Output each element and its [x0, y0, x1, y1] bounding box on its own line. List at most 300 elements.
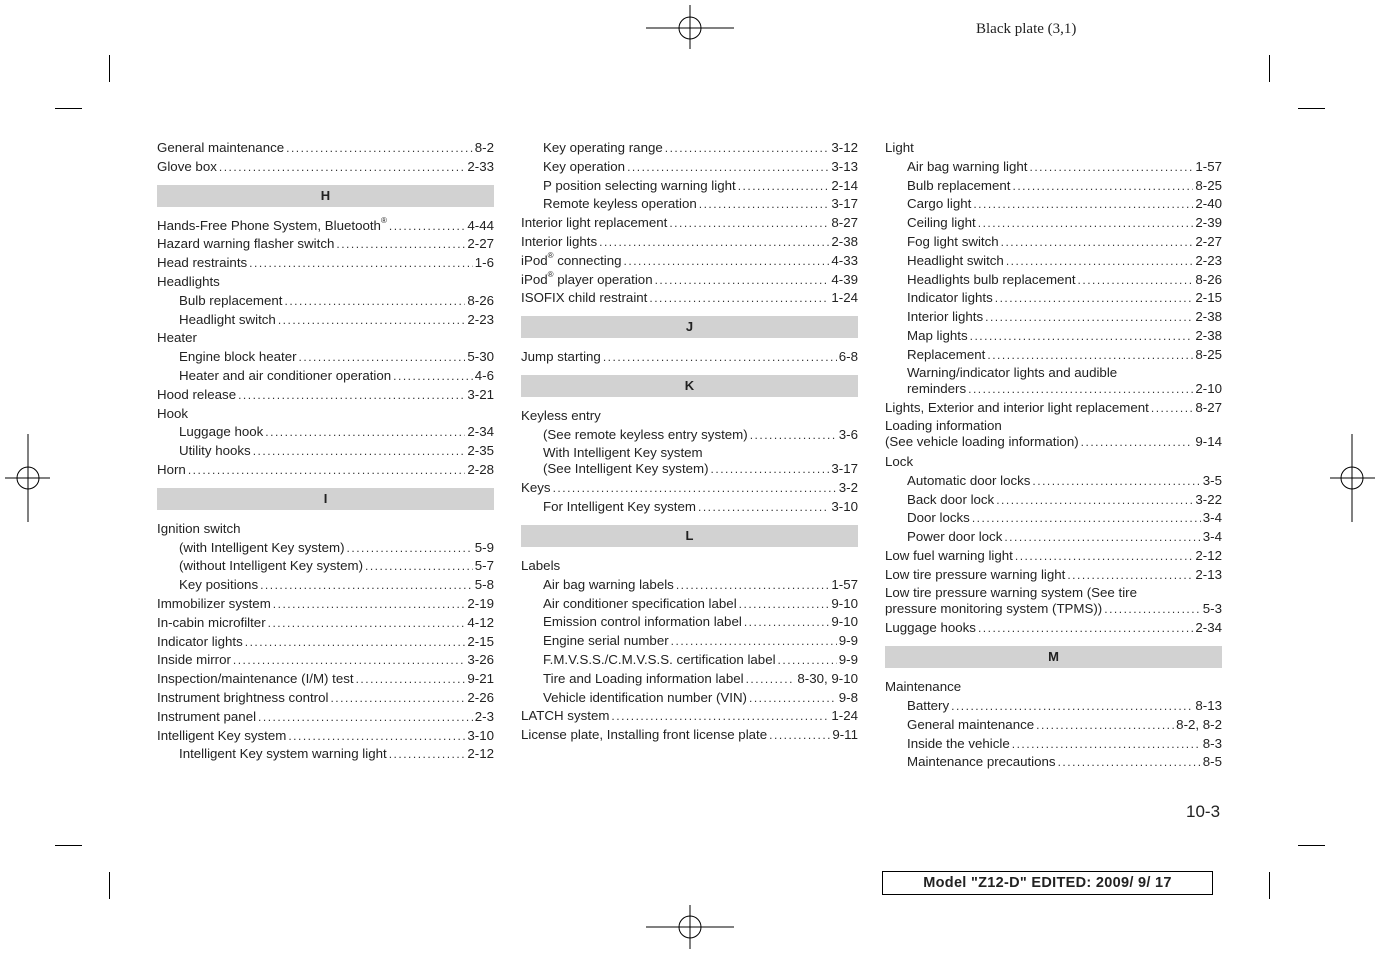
dot-leader [365, 557, 473, 576]
page-number: 10-3 [1186, 802, 1221, 821]
entry-label [885, 601, 1102, 617]
page-reference: 2-10 [1195, 380, 1222, 396]
index-entry [157, 139, 494, 158]
index-entry [885, 346, 1222, 365]
dot-leader [676, 576, 830, 595]
page-reference: 3-21 [467, 386, 494, 402]
entry-label [157, 254, 247, 273]
entry-label-text: Intelligent Key system [157, 727, 287, 743]
index-entry [885, 289, 1222, 308]
entry-label [521, 479, 551, 498]
entry-label-text: Vehicle identification number (VIN) [543, 689, 747, 705]
index-entry [157, 633, 494, 652]
dot-leader [603, 348, 837, 367]
dot-leader [1036, 716, 1174, 735]
entry-label-text: Low fuel warning light [885, 547, 1013, 563]
entry-label-text: Emission control information label [543, 614, 742, 630]
entry-label-text: Maintenance precautions [907, 754, 1056, 770]
dot-leader [1015, 547, 1194, 566]
index-entry [885, 214, 1222, 233]
dot-leader [330, 689, 465, 708]
entry-label-text: iPod [521, 252, 548, 268]
entry-label [543, 595, 737, 614]
index-entry [157, 386, 494, 405]
entry-label [157, 461, 186, 480]
entry-label [907, 491, 994, 510]
index-column-3 [885, 139, 1222, 772]
page-reference: 8-5 [1202, 754, 1222, 770]
index-entry [157, 292, 494, 311]
page-reference: 2-40 [1195, 196, 1222, 212]
page-reference: 8-13 [1195, 697, 1222, 713]
index-entry [157, 423, 494, 442]
page-reference: 2-23 [467, 311, 494, 327]
page-reference: 1-6 [474, 255, 494, 271]
page-reference: 1-57 [831, 576, 858, 592]
dot-leader [1006, 252, 1194, 271]
entry-label-text: General maintenance [907, 716, 1035, 732]
entry-label-text: Headlight switch [179, 311, 276, 327]
dot-leader [1058, 753, 1201, 772]
entry-label-text: Jump starting [521, 349, 601, 365]
entry-label-text: Horn [157, 461, 186, 477]
page-reference: 3-6 [838, 426, 858, 442]
entry-label-text: F.M.V.S.S./C.M.V.S.S. certification label [543, 651, 776, 667]
dot-leader [769, 726, 830, 745]
index-entry [885, 491, 1222, 510]
entry-label [543, 139, 663, 158]
entry-label-text: Utility hooks [179, 443, 251, 459]
index-entry [521, 707, 858, 726]
page-reference: 2-23 [1195, 252, 1222, 268]
entry-label [157, 614, 266, 633]
index-entry [157, 745, 494, 764]
page-reference: 2-28 [467, 461, 494, 477]
dot-leader [1012, 177, 1193, 196]
entry-label [157, 235, 334, 254]
index-entry-line: Warning/indicator lights and audible [907, 364, 1118, 380]
index-entry [157, 254, 494, 273]
entry-label [543, 576, 674, 595]
dot-leader [286, 139, 473, 158]
page-reference: 1-24 [831, 708, 858, 724]
entry-label-text: Low tire pressure warning light [885, 566, 1066, 582]
index-entry [885, 601, 1222, 620]
dot-leader [249, 254, 473, 273]
dot-leader [347, 539, 473, 558]
index-entry-line: With Intelligent Key system [543, 444, 703, 460]
entry-label [907, 528, 1002, 547]
page-reference: 3-10 [831, 499, 858, 515]
entry-label-text: Air bag warning labels [543, 576, 674, 592]
entry-label-text: Inside the vehicle [907, 735, 1010, 751]
index-heading: Maintenance [885, 679, 962, 695]
entry-label-text: Power door lock [907, 529, 1003, 545]
index-entry [157, 557, 494, 576]
entry-label-text: (See remote keyless entry system) [543, 426, 748, 442]
entry-label-text: Automatic door locks [907, 472, 1031, 488]
entry-label-text: For Intelligent Key system [543, 499, 696, 515]
dot-leader [356, 670, 466, 689]
entry-label-text: Keys [521, 480, 551, 496]
dot-leader [749, 689, 837, 708]
dot-leader [746, 670, 796, 689]
entry-label-text: Ceiling light [907, 215, 976, 231]
index-entry [885, 434, 1222, 453]
dot-leader [219, 158, 466, 177]
page-reference: 2-14 [831, 177, 858, 193]
entry-label [907, 158, 1027, 177]
entry-label-text: Headlights bulb replacement [907, 271, 1076, 287]
dot-leader [970, 327, 1194, 346]
entry-label [179, 348, 297, 367]
page-reference: 9-21 [467, 671, 494, 687]
index-entry [521, 632, 858, 651]
index-entry [157, 727, 494, 746]
entry-label [907, 381, 966, 397]
index-entry [157, 348, 494, 367]
page-reference: 2-3 [474, 708, 494, 724]
index-heading: Light [885, 140, 914, 155]
entry-label [179, 367, 391, 386]
entry-label [907, 271, 1076, 290]
entry-label-text: In-cabin microfilter [157, 614, 266, 630]
page-reference: 8-2 [474, 140, 494, 155]
dot-leader [968, 381, 1193, 397]
entry-label [543, 632, 669, 651]
entry-label-text: connecting [553, 252, 622, 268]
index-entry [157, 689, 494, 708]
page-reference: 8-25 [1195, 346, 1222, 362]
entry-label-text: player operation [553, 271, 653, 287]
index-entry [157, 595, 494, 614]
index-entry [885, 399, 1222, 418]
page-reference: 8-27 [831, 215, 858, 231]
dot-leader [778, 651, 837, 670]
entry-label [543, 689, 747, 708]
entry-label-text: Cargo light [907, 196, 972, 212]
page-reference: 8-2, 8-2 [1176, 716, 1222, 732]
page-reference: 9-11 [832, 727, 858, 743]
index-entry [885, 697, 1222, 716]
index-entry [885, 735, 1222, 754]
page-reference: 5-9 [474, 539, 494, 555]
index-entry [885, 327, 1222, 346]
entry-label-text: Inside mirror [157, 652, 231, 668]
page-reference: 2-15 [467, 633, 494, 649]
index-column-2 [521, 139, 858, 745]
page-reference: 3-4 [1202, 510, 1222, 526]
entry-label [179, 745, 387, 764]
index-entry [157, 614, 494, 633]
entry-label [179, 311, 276, 330]
entry-label-text: (See vehicle loading information) [885, 434, 1079, 450]
index-entry [885, 271, 1222, 290]
dot-leader [987, 346, 1193, 365]
dot-leader [973, 195, 1193, 214]
entry-label-text: Hazard warning flasher switch [157, 236, 335, 252]
page-reference: 3-22 [1195, 491, 1222, 507]
dot-leader [389, 217, 466, 236]
entry-label-text: Air bag warning light [907, 158, 1028, 174]
dot-leader [978, 214, 1194, 233]
page-reference: 4-12 [467, 614, 494, 630]
dot-leader [336, 235, 465, 254]
entry-label [179, 557, 363, 576]
page-reference: 1-24 [831, 290, 858, 306]
page-reference: 9-9 [838, 651, 858, 667]
index-heading: Lock [885, 453, 914, 469]
page-reference: 2-34 [1195, 620, 1222, 636]
page-reference: 3-17 [831, 460, 858, 476]
dot-leader [389, 745, 466, 764]
section-letter-header: J [521, 316, 858, 338]
index-entry [521, 670, 858, 689]
index-entry [885, 509, 1222, 528]
entry-label-text: Hands-Free Phone System, Bluetooth [157, 217, 381, 233]
entry-label-text: (with Intelligent Key system) [179, 539, 345, 555]
index-heading: Ignition switch [157, 520, 241, 536]
entry-label [157, 595, 271, 614]
entry-label-text: Interior light replacement [521, 215, 668, 231]
dot-leader [655, 271, 830, 290]
dot-leader [1067, 566, 1193, 585]
dot-leader [1081, 434, 1194, 450]
dot-leader [739, 595, 830, 614]
page-reference: 2-38 [1195, 309, 1222, 325]
page-reference: 4-39 [831, 271, 858, 287]
entry-label-text: Bulb replacement [179, 292, 283, 308]
index-entry [885, 308, 1222, 327]
plate-label: Black plate (3,1) [976, 21, 1077, 37]
entry-label-text: Remote keyless operation [543, 196, 697, 212]
index-entry [521, 498, 858, 517]
entry-label-text: Replacement [907, 346, 986, 362]
page-reference: 4-6 [474, 367, 494, 383]
page-reference: 2-27 [1195, 233, 1222, 249]
index-entry [521, 595, 858, 614]
entry-label [885, 566, 1065, 585]
index-entry [157, 576, 494, 595]
entry-label [179, 539, 345, 558]
page-reference: 5-7 [474, 558, 494, 574]
entry-label [157, 708, 256, 727]
entry-label-text: Key positions [179, 577, 259, 593]
dot-leader [671, 632, 837, 651]
index-entry [521, 426, 858, 445]
index-entry [157, 670, 494, 689]
dot-leader [288, 727, 465, 746]
index-entry [157, 235, 494, 254]
entry-label [157, 158, 217, 177]
page-reference: 9-8 [838, 689, 858, 705]
entry-label-text: Indicator lights [157, 633, 243, 649]
entry-label-text: License plate, Installing front license plate [521, 727, 768, 743]
page-reference: 5-8 [474, 577, 494, 593]
section-letter-header: K [521, 375, 858, 397]
page-reference: 2-34 [467, 424, 494, 440]
page-reference: 4-33 [831, 252, 858, 268]
index-entry [521, 576, 858, 595]
index-entry [885, 252, 1222, 271]
dot-leader [1151, 399, 1194, 418]
index-entry [521, 479, 858, 498]
index-entry [885, 158, 1222, 177]
index-entry [885, 528, 1222, 547]
index-heading: Keyless entry [521, 407, 601, 423]
index-entry-line: Loading information [885, 418, 1002, 434]
entry-label [907, 327, 968, 346]
page-reference: 5-3 [1202, 600, 1222, 616]
entry-label [521, 233, 597, 252]
page-reference: 2-12 [1195, 547, 1222, 563]
page-reference: 9-14 [1195, 434, 1222, 450]
entry-label [543, 177, 736, 196]
entry-label [885, 399, 1149, 418]
page-reference: 8-26 [467, 292, 494, 308]
page-reference: 8-25 [1195, 177, 1222, 193]
entry-label-text: General maintenance [157, 140, 285, 155]
page-reference: 2-13 [1195, 566, 1222, 582]
dot-leader [238, 386, 465, 405]
page-reference: 2-39 [1195, 215, 1222, 231]
index-entry [885, 716, 1222, 735]
dot-leader [268, 614, 466, 633]
entry-label-text: Door locks [907, 510, 970, 526]
entry-label-text: Fog light switch [907, 233, 999, 249]
dot-leader [260, 576, 473, 595]
dot-leader [278, 311, 466, 330]
index-entry [521, 252, 858, 271]
page-reference: 8-30, 9-10 [797, 670, 858, 686]
index-entry [521, 139, 858, 158]
dot-leader [188, 461, 466, 480]
dot-leader [1032, 472, 1200, 491]
dot-leader [750, 426, 837, 445]
dot-leader [744, 613, 830, 632]
registered-mark: ® [547, 251, 554, 261]
index-entry [157, 651, 494, 670]
entry-label [157, 139, 284, 158]
index-entry [157, 708, 494, 727]
dot-leader [1012, 735, 1201, 754]
index-entry [521, 271, 858, 290]
dot-leader [1029, 158, 1193, 177]
index-entry [885, 233, 1222, 252]
page-reference: 3-13 [831, 158, 858, 174]
index-entry [157, 442, 494, 461]
index-entry [521, 651, 858, 670]
index-entry [885, 619, 1222, 638]
index-entry [157, 217, 494, 236]
entry-label-text: Air conditioner specification label [543, 595, 737, 611]
entry-label-text: Battery [907, 697, 950, 713]
page-reference: 8-3 [1202, 735, 1222, 751]
page-reference: 3-2 [838, 480, 858, 496]
registration-target-icon [1330, 434, 1375, 522]
dot-leader [698, 498, 829, 517]
page-reference: 2-26 [467, 689, 494, 705]
entry-label-text: P position selecting warning light [543, 177, 736, 193]
index-entry [157, 461, 494, 480]
page-reference: 8-27 [1195, 400, 1222, 416]
section-letter-header: I [157, 488, 494, 510]
registered-mark: ® [547, 270, 554, 280]
dot-leader [665, 139, 830, 158]
page-reference: 3-5 [1202, 472, 1222, 488]
entry-label [907, 195, 971, 214]
entry-label [907, 289, 993, 308]
dot-leader [627, 158, 829, 177]
index-heading: Heater [157, 330, 197, 346]
entry-label [521, 214, 667, 233]
registered-mark: ® [380, 216, 387, 226]
dot-leader [284, 292, 465, 311]
registration-target-icon [5, 434, 50, 522]
dot-leader [669, 214, 829, 233]
index-entry [521, 158, 858, 177]
dot-leader [611, 707, 829, 726]
dot-leader [393, 367, 473, 386]
entry-label [907, 177, 1010, 196]
dot-leader [233, 651, 465, 670]
dot-leader [258, 708, 473, 727]
entry-label-text: Immobilizer system [157, 595, 271, 611]
entry-label [885, 619, 976, 638]
entry-label-text: (See Intelligent Key system) [543, 460, 709, 476]
index-entry [521, 177, 858, 196]
entry-label-text: Back door lock [907, 491, 995, 507]
entry-label-text: Bulb replacement [907, 177, 1011, 193]
dot-leader [972, 509, 1201, 528]
index-entry [885, 195, 1222, 214]
entry-label [907, 252, 1004, 271]
page-reference: 2-19 [467, 595, 494, 611]
entry-label [521, 707, 609, 726]
dot-leader [253, 442, 466, 461]
entry-label [543, 461, 709, 477]
page-reference: 9-10 [831, 595, 858, 611]
entry-label-text: Luggage hook [179, 424, 264, 440]
entry-label-text: ISOFIX child restraint [521, 290, 648, 306]
index-entry [521, 289, 858, 308]
entry-label-text: Instrument panel [157, 708, 257, 724]
entry-label [543, 195, 697, 214]
index-entry [885, 566, 1222, 585]
section-letter-header: M [885, 646, 1222, 668]
entry-label [179, 423, 263, 442]
entry-label-text: iPod [521, 271, 548, 287]
dot-leader [951, 697, 1193, 716]
entry-label-text: Interior lights [907, 309, 984, 325]
entry-label [179, 292, 282, 311]
entry-label [543, 651, 776, 670]
page-reference: 9-9 [838, 633, 858, 649]
entry-label [157, 689, 328, 708]
entry-label [157, 727, 286, 746]
dot-leader [1004, 528, 1200, 547]
index-entry [521, 689, 858, 708]
entry-label-text: reminders [907, 380, 967, 396]
entry-label-text: LATCH system [521, 708, 610, 724]
entry-label-text: Tire and Loading information label [543, 670, 744, 686]
entry-label [885, 434, 1079, 450]
dot-leader [299, 348, 466, 367]
page-reference: 9-10 [831, 614, 858, 630]
entry-label [521, 271, 653, 290]
entry-label-text: Heater and air conditioner operation [179, 367, 392, 383]
dot-leader [1104, 601, 1201, 617]
